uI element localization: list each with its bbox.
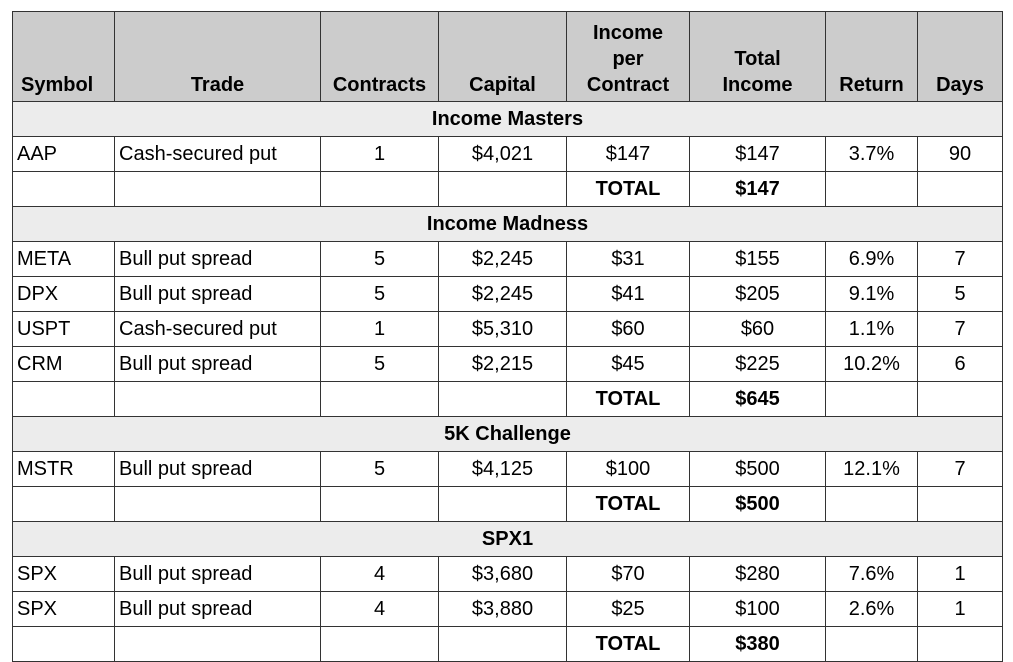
cell-symbol: DPX (13, 277, 115, 312)
empty-cell (115, 172, 321, 207)
empty-cell (13, 627, 115, 662)
cell-income-per-contract: $31 (567, 242, 690, 277)
empty-cell (321, 627, 439, 662)
cell-income-per-contract: $25 (567, 592, 690, 627)
cell-income-per-contract: $60 (567, 312, 690, 347)
section-title: 5K Challenge (13, 417, 1003, 452)
empty-cell (13, 382, 115, 417)
cell-capital: $4,021 (439, 137, 567, 172)
cell-symbol: AAP (13, 137, 115, 172)
cell-days: 1 (918, 557, 1003, 592)
empty-cell (918, 382, 1003, 417)
header-income-per-contract (567, 12, 690, 102)
cell-total-income: $100 (690, 592, 826, 627)
cell-symbol: CRM (13, 347, 115, 382)
total-row (13, 487, 1003, 522)
header-income-per-contract-line3: Contract (586, 74, 670, 96)
header-income-per-contract-line1: Income (592, 22, 664, 44)
section-title: Income Madness (13, 207, 1003, 242)
total-row (13, 172, 1003, 207)
empty-cell (321, 487, 439, 522)
cell-return: 1.1% (826, 312, 918, 347)
empty-cell (439, 627, 567, 662)
cell-symbol: SPX (13, 592, 115, 627)
cell-contracts: 1 (321, 312, 439, 347)
trades-table (12, 11, 1003, 662)
cell-return: 9.1% (826, 277, 918, 312)
total-value: $147 (690, 172, 826, 207)
table-body (13, 102, 1003, 662)
cell-trade: Bull put spread (115, 347, 321, 382)
empty-cell (439, 172, 567, 207)
empty-cell (321, 382, 439, 417)
cell-capital: $2,245 (439, 242, 567, 277)
cell-total-income: $225 (690, 347, 826, 382)
table-row (13, 592, 1003, 627)
header-capital: Capital (439, 12, 567, 102)
cell-symbol: USPT (13, 312, 115, 347)
cell-days: 7 (918, 312, 1003, 347)
table-row (13, 277, 1003, 312)
section-header-row (13, 417, 1003, 452)
cell-return: 12.1% (826, 452, 918, 487)
section-title: SPX1 (13, 522, 1003, 557)
cell-contracts: 5 (321, 347, 439, 382)
header-symbol: Symbol (13, 12, 115, 102)
cell-symbol: MSTR (13, 452, 115, 487)
header-total-income-line1: Total (734, 48, 781, 70)
cell-trade: Bull put spread (115, 452, 321, 487)
cell-days: 5 (918, 277, 1003, 312)
empty-cell (918, 627, 1003, 662)
header-trade: Trade (115, 12, 321, 102)
header-contracts: Contracts (321, 12, 439, 102)
cell-symbol: SPX (13, 557, 115, 592)
empty-cell (918, 172, 1003, 207)
cell-trade: Bull put spread (115, 242, 321, 277)
cell-trade: Bull put spread (115, 277, 321, 312)
empty-cell (115, 627, 321, 662)
cell-income-per-contract: $70 (567, 557, 690, 592)
empty-cell (321, 172, 439, 207)
cell-days: 1 (918, 592, 1003, 627)
cell-contracts: 5 (321, 277, 439, 312)
cell-contracts: 5 (321, 242, 439, 277)
cell-contracts: 4 (321, 557, 439, 592)
table-row (13, 347, 1003, 382)
cell-total-income: $280 (690, 557, 826, 592)
section-title: Income Masters (13, 102, 1003, 137)
empty-cell (439, 487, 567, 522)
table-row (13, 312, 1003, 347)
table-row (13, 452, 1003, 487)
cell-return: 10.2% (826, 347, 918, 382)
cell-income-per-contract: $41 (567, 277, 690, 312)
header-total-income-line2: Income (722, 74, 793, 96)
cell-days: 90 (918, 137, 1003, 172)
cell-return: 3.7% (826, 137, 918, 172)
cell-capital: $2,245 (439, 277, 567, 312)
total-row (13, 627, 1003, 662)
cell-income-per-contract: $45 (567, 347, 690, 382)
cell-total-income: $205 (690, 277, 826, 312)
cell-total-income: $500 (690, 452, 826, 487)
cell-capital: $3,680 (439, 557, 567, 592)
table-header (13, 12, 1003, 102)
header-days: Days (918, 12, 1003, 102)
cell-capital: $4,125 (439, 452, 567, 487)
section-header-row (13, 522, 1003, 557)
total-label: TOTAL (567, 627, 690, 662)
cell-contracts: 4 (321, 592, 439, 627)
empty-cell (115, 487, 321, 522)
empty-cell (826, 627, 918, 662)
cell-income-per-contract: $147 (567, 137, 690, 172)
total-value: $645 (690, 382, 826, 417)
header-income-per-contract-line2: per (612, 48, 644, 70)
cell-capital: $3,880 (439, 592, 567, 627)
table-row (13, 137, 1003, 172)
table-row (13, 242, 1003, 277)
empty-cell (826, 487, 918, 522)
total-value: $500 (690, 487, 826, 522)
cell-total-income: $60 (690, 312, 826, 347)
empty-cell (826, 382, 918, 417)
cell-return: 2.6% (826, 592, 918, 627)
empty-cell (115, 382, 321, 417)
empty-cell (13, 487, 115, 522)
cell-symbol: META (13, 242, 115, 277)
cell-trade: Bull put spread (115, 557, 321, 592)
cell-days: 6 (918, 347, 1003, 382)
total-label: TOTAL (567, 382, 690, 417)
header-row (13, 12, 1003, 102)
cell-return: 7.6% (826, 557, 918, 592)
section-header-row (13, 207, 1003, 242)
total-value: $380 (690, 627, 826, 662)
empty-cell (439, 382, 567, 417)
cell-total-income: $155 (690, 242, 826, 277)
total-label: TOTAL (567, 172, 690, 207)
cell-days: 7 (918, 452, 1003, 487)
header-return: Return (826, 12, 918, 102)
empty-cell (918, 487, 1003, 522)
cell-trade: Cash-secured put (115, 312, 321, 347)
cell-trade: Bull put spread (115, 592, 321, 627)
cell-contracts: 5 (321, 452, 439, 487)
cell-days: 7 (918, 242, 1003, 277)
cell-total-income: $147 (690, 137, 826, 172)
cell-income-per-contract: $100 (567, 452, 690, 487)
cell-contracts: 1 (321, 137, 439, 172)
total-label: TOTAL (567, 487, 690, 522)
table-row (13, 557, 1003, 592)
empty-cell (826, 172, 918, 207)
section-header-row (13, 102, 1003, 137)
empty-cell (13, 172, 115, 207)
cell-capital: $5,310 (439, 312, 567, 347)
cell-return: 6.9% (826, 242, 918, 277)
total-row (13, 382, 1003, 417)
cell-trade: Cash-secured put (115, 137, 321, 172)
cell-capital: $2,215 (439, 347, 567, 382)
header-total-income (690, 12, 826, 102)
